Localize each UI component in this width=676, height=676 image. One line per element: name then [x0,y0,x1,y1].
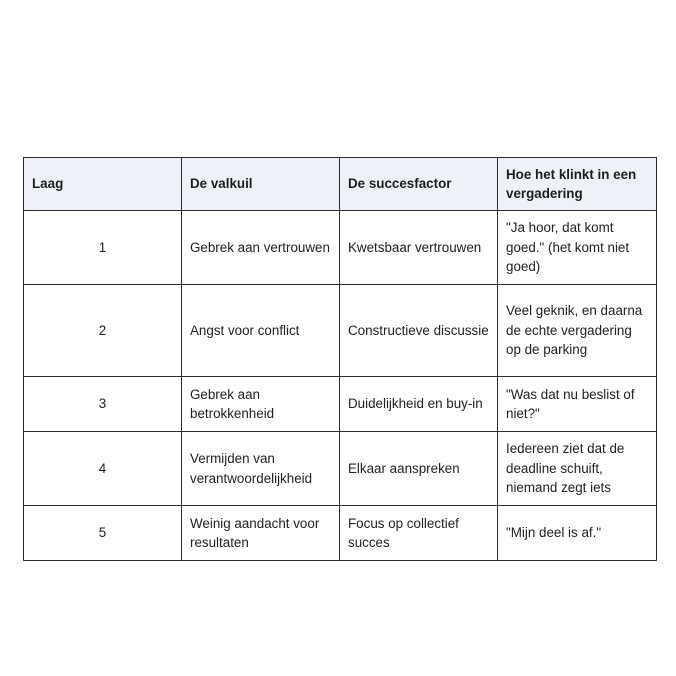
cell-succesfactor: Focus op collectief succes [340,506,498,561]
header-laag: Laag [24,158,182,211]
cell-succesfactor: Elkaar aanspreken [340,432,498,506]
cell-laag: 5 [24,506,182,561]
cell-laag: 3 [24,377,182,432]
cell-valkuil: Vermijden van verantwoordelijkheid [182,432,340,506]
cell-hoe-het-klinkt: "Ja hoor, dat komt goed." (het komt niet goed) [498,211,657,285]
cell-hoe-het-klinkt: "Was dat nu beslist of niet?" [498,377,657,432]
cell-valkuil: Gebrek aan betrokkenheid [182,377,340,432]
header-valkuil: De valkuil [182,158,340,211]
table-header-row [24,158,657,211]
table-row [24,377,657,432]
table-row [24,432,657,506]
cell-hoe-het-klinkt: Veel geknik, en daarna de echte vergadering op de parking [498,285,657,377]
table-row [24,506,657,561]
cell-succesfactor: Kwetsbaar vertrouwen [340,211,498,285]
cell-laag: 2 [24,285,182,377]
cell-laag: 4 [24,432,182,506]
table-row [24,285,657,377]
cell-valkuil: Weinig aandacht voor resultaten [182,506,340,561]
pyramid-table-container [23,157,656,561]
header-hoe-het-klinkt: Hoe het klinkt in een vergadering [498,158,657,211]
table-row [24,211,657,285]
cell-succesfactor: Duidelijkheid en buy-in [340,377,498,432]
header-succesfactor: De succesfactor [340,158,498,211]
cell-valkuil: Angst voor conflict [182,285,340,377]
cell-hoe-het-klinkt: "Mijn deel is af." [498,506,657,561]
dysfunctions-table [23,157,657,561]
cell-laag: 1 [24,211,182,285]
cell-succesfactor: Constructieve discussie [340,285,498,377]
cell-hoe-het-klinkt: Iedereen ziet dat de deadline schuift, niemand zegt iets [498,432,657,506]
cell-valkuil: Gebrek aan vertrouwen [182,211,340,285]
